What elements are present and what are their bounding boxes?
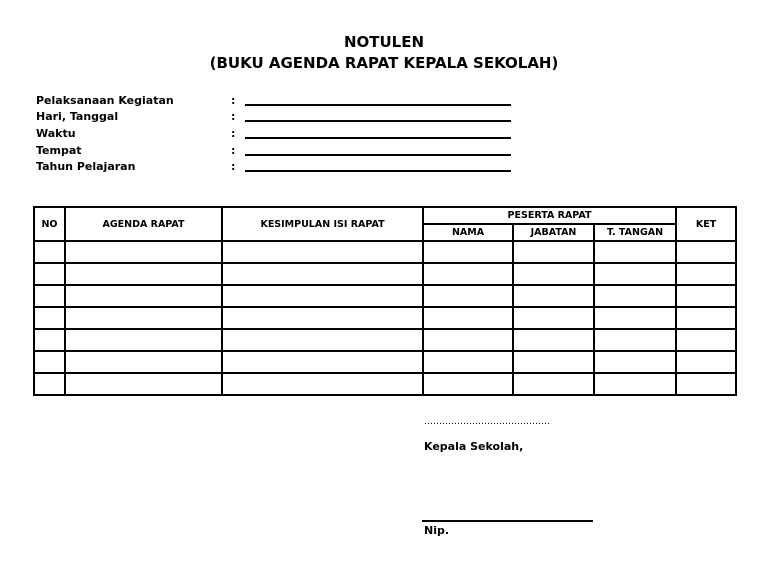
cell-ket[interactable] bbox=[676, 329, 736, 351]
cell-no[interactable] bbox=[34, 329, 65, 351]
cell-no[interactable] bbox=[34, 241, 65, 263]
header-no: NO bbox=[34, 207, 65, 241]
cell-kesimpulan[interactable] bbox=[222, 285, 423, 307]
document-title: NOTULEN bbox=[343, 33, 425, 51]
cell-no[interactable] bbox=[34, 373, 65, 395]
cell-agenda[interactable] bbox=[65, 307, 222, 329]
cell-t-tangan[interactable] bbox=[594, 263, 676, 285]
field-colon: : bbox=[231, 144, 236, 157]
cell-jabatan[interactable] bbox=[513, 351, 594, 373]
field-input-line[interactable] bbox=[245, 104, 511, 106]
cell-agenda[interactable] bbox=[65, 329, 222, 351]
header-kesimpulan: KESIMPULAN ISI RAPAT bbox=[222, 207, 423, 241]
field-input-line[interactable] bbox=[245, 120, 511, 122]
table-row bbox=[34, 373, 736, 395]
header-peserta-rapat: PESERTA RAPAT bbox=[423, 207, 676, 224]
cell-ket[interactable] bbox=[676, 307, 736, 329]
field-input-line[interactable] bbox=[245, 137, 511, 139]
field-colon: : bbox=[231, 110, 236, 123]
table-row bbox=[34, 351, 736, 373]
cell-no[interactable] bbox=[34, 307, 65, 329]
cell-ket[interactable] bbox=[676, 285, 736, 307]
cell-agenda[interactable] bbox=[65, 373, 222, 395]
cell-nama[interactable] bbox=[423, 351, 513, 373]
cell-agenda[interactable] bbox=[65, 351, 222, 373]
field-label: Pelaksanaan Kegiatan bbox=[36, 94, 174, 107]
cell-kesimpulan[interactable] bbox=[222, 307, 423, 329]
header-ket: KET bbox=[676, 207, 736, 241]
field-input-line[interactable] bbox=[245, 154, 511, 156]
cell-jabatan[interactable] bbox=[513, 307, 594, 329]
cell-kesimpulan[interactable] bbox=[222, 373, 423, 395]
field-colon: : bbox=[231, 127, 236, 140]
cell-jabatan[interactable] bbox=[513, 241, 594, 263]
cell-nama[interactable] bbox=[423, 307, 513, 329]
cell-t-tangan[interactable] bbox=[594, 351, 676, 373]
signature-role: Kepala Sekolah, bbox=[424, 440, 524, 453]
cell-t-tangan[interactable] bbox=[594, 285, 676, 307]
field-label: Hari, Tanggal bbox=[36, 110, 119, 123]
nip-label: Nip. bbox=[424, 524, 450, 537]
field-label: Tahun Pelajaran bbox=[36, 160, 136, 173]
cell-nama[interactable] bbox=[423, 241, 513, 263]
document-subtitle: (BUKU AGENDA RAPAT KEPALA SEKOLAH) bbox=[209, 54, 559, 72]
cell-no[interactable] bbox=[34, 285, 65, 307]
cell-jabatan[interactable] bbox=[513, 263, 594, 285]
cell-kesimpulan[interactable] bbox=[222, 329, 423, 351]
cell-nama[interactable] bbox=[423, 329, 513, 351]
cell-kesimpulan[interactable] bbox=[222, 263, 423, 285]
cell-ket[interactable] bbox=[676, 241, 736, 263]
table-row bbox=[34, 263, 736, 285]
agenda-table bbox=[33, 206, 737, 396]
header-agenda-rapat: AGENDA RAPAT bbox=[65, 207, 222, 241]
cell-jabatan[interactable] bbox=[513, 329, 594, 351]
cell-t-tangan[interactable] bbox=[594, 373, 676, 395]
header-nama: NAMA bbox=[423, 224, 513, 241]
field-input-line[interactable] bbox=[245, 170, 511, 172]
cell-agenda[interactable] bbox=[65, 241, 222, 263]
header-t-tangan: T. TANGAN bbox=[594, 224, 676, 241]
cell-agenda[interactable] bbox=[65, 285, 222, 307]
cell-nama[interactable] bbox=[423, 285, 513, 307]
cell-t-tangan[interactable] bbox=[594, 307, 676, 329]
cell-nama[interactable] bbox=[423, 373, 513, 395]
cell-jabatan[interactable] bbox=[513, 373, 594, 395]
cell-ket[interactable] bbox=[676, 351, 736, 373]
cell-nama[interactable] bbox=[423, 263, 513, 285]
cell-ket[interactable] bbox=[676, 263, 736, 285]
cell-t-tangan[interactable] bbox=[594, 241, 676, 263]
signature-line bbox=[422, 520, 593, 522]
place-date-line[interactable]: …………………………………… bbox=[424, 417, 550, 427]
field-label: Waktu bbox=[36, 127, 76, 140]
cell-ket[interactable] bbox=[676, 373, 736, 395]
table-row bbox=[34, 329, 736, 351]
cell-kesimpulan[interactable] bbox=[222, 351, 423, 373]
table-row bbox=[34, 307, 736, 329]
field-colon: : bbox=[231, 94, 236, 107]
header-jabatan: JABATAN bbox=[513, 224, 594, 241]
field-label: Tempat bbox=[36, 144, 82, 157]
cell-agenda[interactable] bbox=[65, 263, 222, 285]
cell-jabatan[interactable] bbox=[513, 285, 594, 307]
table-row bbox=[34, 241, 736, 263]
cell-no[interactable] bbox=[34, 351, 65, 373]
cell-kesimpulan[interactable] bbox=[222, 241, 423, 263]
table-row bbox=[34, 285, 736, 307]
cell-no[interactable] bbox=[34, 263, 65, 285]
cell-t-tangan[interactable] bbox=[594, 329, 676, 351]
field-colon: : bbox=[231, 160, 236, 173]
